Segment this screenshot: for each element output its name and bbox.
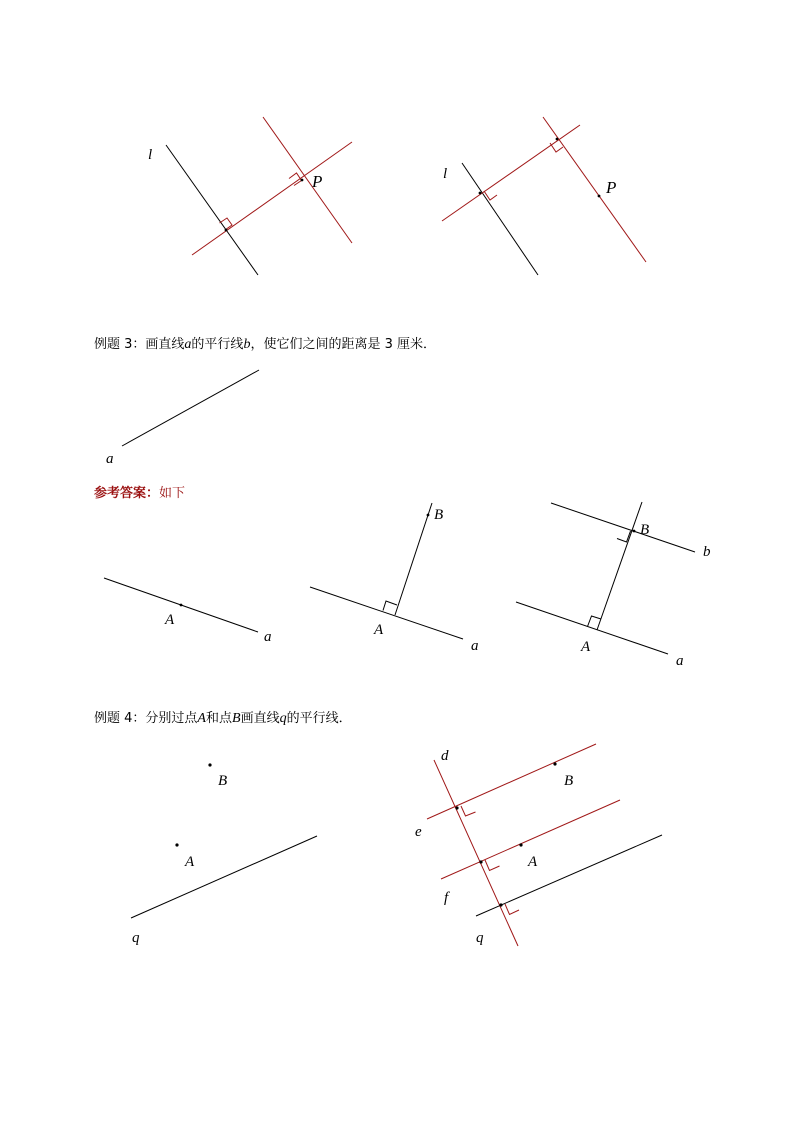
right-angle-mark	[485, 860, 500, 871]
point-b-dot	[633, 530, 636, 533]
line-a	[310, 587, 463, 639]
point-b-label: B	[564, 773, 574, 789]
example-4-part-4: 的平行线．	[286, 711, 352, 726]
line-f-label: f	[444, 890, 449, 906]
figure-5	[310, 503, 479, 654]
example-4-text	[94, 707, 352, 727]
example-4-var-q: q	[279, 711, 287, 726]
example-4-part-2: 和点	[205, 711, 232, 726]
intersection-dot	[479, 860, 482, 863]
point-dot	[479, 192, 482, 195]
point-dot	[556, 138, 559, 141]
example-4-part-3: 画直线	[240, 711, 280, 726]
line-b	[551, 503, 695, 552]
line-l-label: l	[148, 147, 153, 163]
answer-text: 如下	[159, 486, 186, 501]
parallel-line	[543, 117, 646, 262]
line-a-label: a	[676, 653, 684, 669]
line-d-label: d	[441, 748, 449, 764]
line-a-label: a	[471, 638, 479, 654]
right-angle-mark	[505, 904, 519, 915]
line-l-label: l	[443, 166, 448, 182]
right-angle-mark	[383, 601, 397, 611]
point-p-label: P	[312, 172, 323, 191]
example-4-var-b: B	[232, 711, 241, 726]
parallel-line	[263, 117, 352, 243]
example-4-label: 例题 4：	[94, 711, 146, 726]
point-dot	[225, 229, 228, 232]
right-angle-mark	[461, 806, 476, 816]
example-3-part-3: ，使它们之间的距离是 3 厘米．	[250, 337, 436, 352]
point-b-dot	[208, 763, 211, 766]
example-3-label: 例题 3：	[94, 337, 146, 352]
answer-heading	[94, 482, 185, 501]
point-a-label: A	[581, 639, 591, 655]
line-l	[166, 145, 258, 275]
perpendicular-line	[192, 142, 352, 255]
point-a-label: A	[185, 854, 195, 870]
point-b-label: B	[218, 773, 228, 789]
example-3-var-a: a	[184, 337, 192, 352]
figure-4	[104, 578, 272, 645]
line-a-label: a	[106, 451, 114, 467]
figure-7	[131, 763, 317, 946]
figure-8	[415, 744, 662, 946]
line-a	[516, 602, 668, 654]
intersection-dot	[499, 903, 502, 906]
line-e-label: e	[415, 824, 422, 840]
point-a-dot	[180, 604, 183, 607]
line-l	[462, 163, 538, 275]
line-q-label: q	[476, 930, 484, 946]
point-p-label: P	[606, 178, 617, 197]
segment-ab	[395, 503, 432, 615]
point-a-dot	[175, 843, 178, 846]
line-b-label: b	[703, 544, 711, 560]
line-a	[122, 370, 259, 446]
example-4-part-1: 分别过点	[145, 711, 198, 726]
figure-2	[442, 117, 646, 275]
example-3-text	[94, 333, 436, 353]
example-4-var-a: A	[197, 711, 206, 726]
point-a-label: A	[374, 622, 384, 638]
point-b-label: B	[434, 507, 444, 523]
answer-label: 参考答案：	[94, 486, 160, 501]
intersection-dot	[455, 806, 458, 809]
point-p-dot	[301, 179, 304, 182]
line-a-label: a	[264, 629, 272, 645]
point-b-label: B	[640, 522, 650, 538]
point-b-dot	[553, 762, 556, 765]
figure-6	[516, 502, 711, 669]
point-a-dot	[519, 843, 522, 846]
figure-3	[106, 370, 259, 467]
example-3-part-1: 画直线	[145, 337, 185, 352]
example-3-part-2: 的平行线	[191, 337, 244, 352]
point-b-dot	[427, 514, 430, 517]
line-d	[434, 760, 518, 946]
figure-1	[148, 117, 352, 275]
point-a-label: A	[528, 854, 538, 870]
point-p-dot	[598, 195, 601, 198]
line-q-label: q	[132, 930, 140, 946]
point-a-label: A	[165, 612, 175, 628]
line-q	[476, 835, 662, 916]
line-q	[131, 836, 317, 918]
example-3-var-b: b	[243, 337, 251, 352]
